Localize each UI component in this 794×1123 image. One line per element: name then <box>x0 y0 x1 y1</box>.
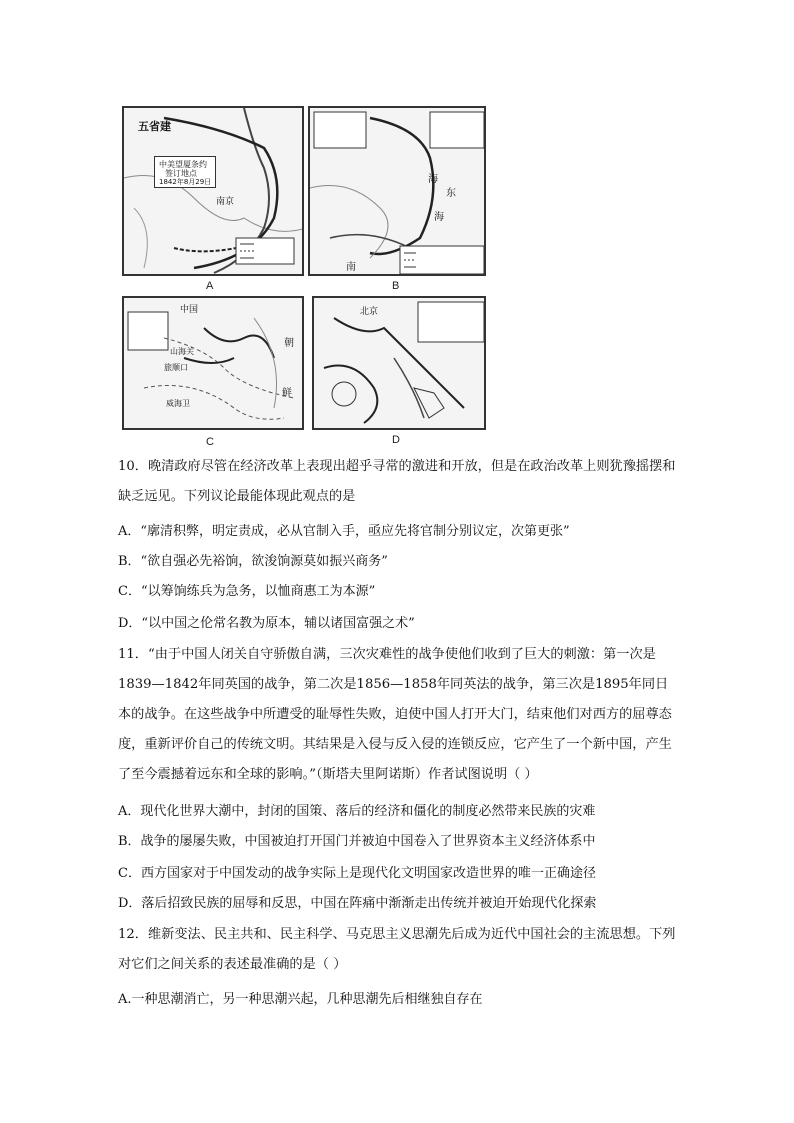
question-11-option-c: C．西方国家对于中国发动的战争实际上是现代化文明国家改造世界的唯一正确途径 <box>118 866 596 881</box>
question-10-option-a: A．“廓清积弊，明定责成，必从官制入手，亟应先将官制分别议定，次第更张” <box>118 524 570 539</box>
question-12-stem: 12．维新变法、民主共和、民主科学、马克思主义思潮先后成为近代中国社会的主流思想。下列对它们之间关系的表述最准确的是（ ） <box>118 927 676 972</box>
map-c-place-weihai: 威海卫 <box>166 399 190 408</box>
map-a-place-nanjing: 南京 <box>216 197 235 207</box>
map-figure-group <box>120 104 488 448</box>
map-b-letter: B <box>392 280 400 292</box>
map-a-corner-text: 五省建 <box>138 120 171 133</box>
question-10-stem: 10．晚清政府尽管在经济改革上表现出超乎寻常的激进和开放，但是在政治改革上则犹豫摇摆和缺乏远见。下列议论最能体现此观点的是 <box>118 459 676 504</box>
question-11-option-d: D．落后招致民族的屈辱和反思，中国在阵痛中渐渐走出传统并被迫开始现代化探索 <box>118 896 597 911</box>
map-c <box>122 296 304 430</box>
map-b-sea-3: 海 <box>434 212 444 223</box>
map-d-place-beijing: 北京 <box>360 307 379 317</box>
map-d-letter: D <box>392 434 400 446</box>
map-c-place-shanhai: 山海关 <box>170 347 194 356</box>
map-a-box <box>154 156 216 188</box>
question-11-stem: 11．“由于中国人闭关自守骄傲自满，三次灾难性的战争使他们收到了巨大的刺激：第一次是1839—1842年同英国的战争，第二次是1856—1858年同英法的战争，第三次是1895年同日本的战争。在这些战争中所遭受的耻辱性失败，迫使中国人打开大门，结束他们对西方的屈尊态度，重新评价自己的传统文明。其结果是入侵与反入侵的连锁反应，它产生了一个新中国，产生了至今震撼着远东和全球的影响。”（斯塔夫里阿诺斯）作者试图说明（ ） <box>118 647 672 782</box>
map-a-box-text-2: 签订地点 <box>165 169 197 178</box>
map-b-sea-1: 海 <box>428 174 438 185</box>
question-12-option-a: A.一种思潮消亡，另一种思潮兴起，几种思潮先后相继独自存在 <box>118 992 483 1007</box>
map-c-place-xian: 鲜 <box>282 388 292 399</box>
map-a-letter: A <box>206 280 214 292</box>
question-10-option-b: B．“欲自强必先裕饷，欲浚饷源莫如振兴商务” <box>118 554 388 569</box>
map-a-box-text-3: 1842年8月29日 <box>159 178 212 186</box>
map-c-drawing <box>124 298 304 430</box>
map-c-country: 中国 <box>180 305 199 315</box>
map-b-sea-2: 东 <box>446 188 456 199</box>
map-c-place-korea: 朝 <box>284 338 294 349</box>
map-c-letter: C <box>206 436 214 448</box>
map-a-box-text-1: 中美望厦条约 <box>159 160 207 169</box>
question-10-option-c: C．“以筹饷练兵为急务，以恤商惠工为本源” <box>118 584 376 599</box>
map-d-drawing <box>314 298 486 430</box>
question-11-option-a: A．现代化世界大潮中，封闭的国策、落后的经济和僵化的制度必然带来民族的灾难 <box>118 804 596 819</box>
map-d <box>312 296 486 430</box>
map-b-drawing <box>310 108 486 276</box>
question-10-option-d: D．“以中国之伦常名教为原本，辅以诸国富强之术” <box>118 616 415 631</box>
map-a <box>122 106 304 276</box>
question-11-option-b: B．战争的屡屡失败，中国被迫打开国门并被迫中国卷入了世界资本主义经济体系中 <box>118 834 596 849</box>
map-c-place-lushun: 旅顺口 <box>164 363 188 372</box>
map-b <box>308 106 486 276</box>
map-b-sea-4: 南 <box>346 262 356 273</box>
